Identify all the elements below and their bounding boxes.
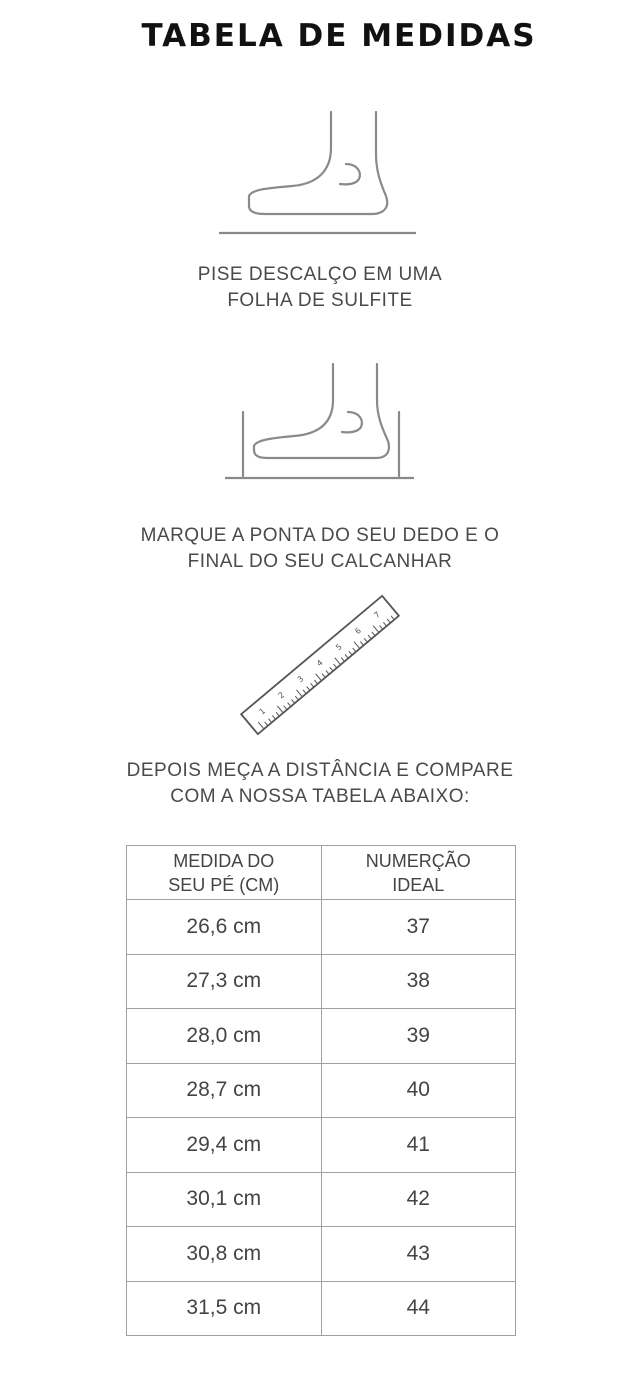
ruler-mark: 7 (372, 609, 383, 621)
foot-marked-icon (0, 350, 640, 490)
table-row (127, 1227, 516, 1282)
ruler-mark: 5 (334, 642, 344, 653)
size-table (126, 845, 516, 1336)
ruler-mark: 4 (314, 658, 325, 669)
ruler-mark: 3 (295, 674, 306, 685)
foot-measure-cell: 26,6 cm (127, 900, 322, 955)
step-3-caption (0, 758, 640, 810)
foot-measure-cell: 29,4 cm (127, 1118, 322, 1173)
table-header-row (127, 846, 516, 900)
ruler-icon (0, 590, 640, 740)
ruler-mark: 2 (276, 690, 287, 701)
shoe-size-cell: 42 (321, 1172, 516, 1227)
table-row (127, 1063, 516, 1118)
ruler-mark: 6 (353, 625, 363, 637)
foot-measure-cell: 30,1 cm (127, 1172, 322, 1227)
step-1-caption (0, 262, 640, 314)
foot-measure-cell: 28,7 cm (127, 1063, 322, 1118)
foot-measure-cell: 28,0 cm (127, 1009, 322, 1064)
page-title: TABELA DE MEDIDAS (141, 18, 537, 54)
shoe-size-cell: 40 (321, 1063, 516, 1118)
table-row (127, 1281, 516, 1336)
foot-measure-cell: 30,8 cm (127, 1227, 322, 1282)
table-row (127, 1118, 516, 1173)
shoe-size-cell: 39 (321, 1009, 516, 1064)
table-row (127, 900, 516, 955)
step-3-line-1: DEPOIS MEÇA A DISTÂNCIA E COMPARE (126, 760, 514, 781)
step-2-caption (0, 523, 640, 575)
step-1-line-1: PISE DESCALÇO EM UMA (197, 264, 443, 285)
shoe-size-cell: 43 (321, 1227, 516, 1282)
header-ideal-size: NUMERÇÃO IDEAL (321, 846, 516, 900)
shoe-size-cell: 38 (321, 954, 516, 1009)
header-foot-measure: MEDIDA DO SEU PÉ (CM) (127, 846, 322, 900)
step-2-line-1: MARQUE A PONTA DO SEU DEDO E O (140, 525, 500, 546)
shoe-size-cell: 44 (321, 1281, 516, 1336)
ruler-mark: 1 (257, 706, 268, 717)
table-row (127, 1009, 516, 1064)
table-row (127, 954, 516, 1009)
step-3-line-2: COM A NOSSA TABELA ABAIXO: (170, 786, 470, 807)
foot-measure-cell: 27,3 cm (127, 954, 322, 1009)
foot-on-paper-icon (0, 100, 640, 240)
table-row (127, 1172, 516, 1227)
shoe-size-cell: 37 (321, 900, 516, 955)
step-2-line-2: FINAL DO SEU CALCANHAR (187, 551, 453, 572)
shoe-size-cell: 41 (321, 1118, 516, 1173)
step-1-line-2: FOLHA DE SULFITE (227, 290, 413, 311)
foot-measure-cell: 31,5 cm (127, 1281, 322, 1336)
